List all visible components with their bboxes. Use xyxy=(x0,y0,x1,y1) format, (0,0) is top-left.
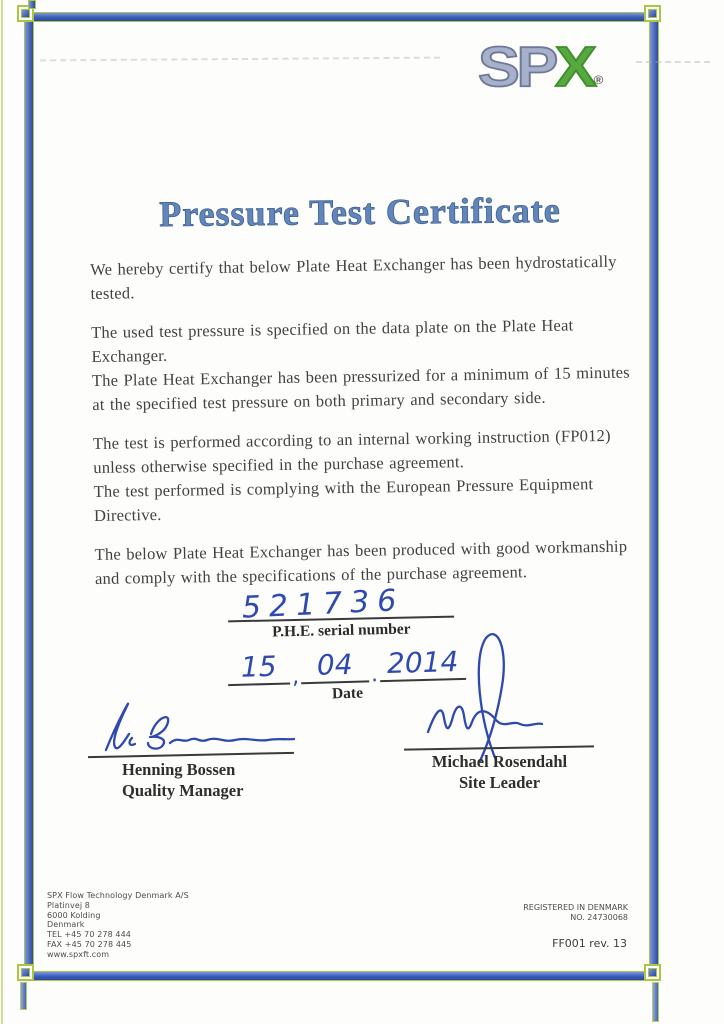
border-band-bottom xyxy=(24,971,658,981)
company-phone: TEL +45 70 278 444 xyxy=(47,930,131,940)
scan-dash-artifact xyxy=(636,61,710,63)
border-stub-artifact xyxy=(28,0,36,9)
scan-dash-artifact xyxy=(40,57,440,62)
form-reference: FF001 rev. 13 xyxy=(552,937,627,950)
company-address-block xyxy=(47,891,189,960)
paragraph xyxy=(93,423,662,528)
paragraph-line: We hereby certify that below Plate Heat Exchanger has been hydrostatically xyxy=(90,251,617,279)
paragraph-line: at the specified test pressure on both primary and secondary side. xyxy=(92,387,546,414)
paragraph-line: The test performed is complying with the European Pressure Equipment xyxy=(93,474,594,501)
date-month-handwritten-value: 04 xyxy=(300,647,369,684)
signatory-name: Henning Bossen xyxy=(122,760,236,779)
paragraph xyxy=(91,312,660,417)
signatory-name: Michael Rosendahl xyxy=(431,752,568,771)
date-separator: , xyxy=(291,664,300,690)
date-separator: . xyxy=(370,662,379,688)
company-name: SPX Flow Technology Denmark A/S xyxy=(47,891,189,900)
signatory-role: Site Leader xyxy=(458,773,541,792)
paragraph-line: tested. xyxy=(90,283,135,303)
border-corner-ornament xyxy=(644,5,661,22)
serial-number-handwritten-value: 521736 xyxy=(241,583,406,626)
page-title: Pressure Test Certificate xyxy=(159,189,561,235)
border-corner-ornament xyxy=(644,964,661,981)
registration-block xyxy=(523,903,628,923)
company-address-line: 6000 Kolding xyxy=(47,910,101,920)
paragraph-line: unless otherwise specified in the purchase agreement. xyxy=(93,452,465,477)
border-stub-artifact xyxy=(652,982,659,1022)
paragraph xyxy=(94,534,663,591)
registered-trademark-icon: ® xyxy=(593,73,604,87)
paragraph xyxy=(90,249,659,306)
paragraph-line: Exchanger. xyxy=(91,345,168,366)
paragraph-line: The below Plate Heat Exchanger has been produced with good workmanship xyxy=(94,536,628,564)
company-fax: FAX +45 70 278 445 xyxy=(47,939,132,949)
certificate-body xyxy=(90,249,663,606)
company-address-line: Platinvej 8 xyxy=(47,900,90,910)
scan-edge-artifact xyxy=(1,0,3,1024)
border-band-top xyxy=(30,12,656,22)
paragraph-line: The used test pressure is specified on the data plate on the Plate Heat xyxy=(91,315,574,342)
signature-site-leader xyxy=(402,628,600,798)
date-label: Date xyxy=(331,684,364,703)
registration-line: REGISTERED IN DENMARK xyxy=(523,903,628,912)
date-year-handwritten-value: 2014 xyxy=(379,645,466,682)
spx-logo-sp: SP xyxy=(478,35,556,99)
signature-quality-manager xyxy=(88,692,300,802)
paragraph-line: and comply with the specifications of the purchase agreement. xyxy=(94,562,528,588)
spx-logo-x: X xyxy=(555,35,594,99)
border-corner-ornament xyxy=(17,964,34,981)
registration-number: NO. 24730068 xyxy=(570,913,628,922)
serial-number-label: P.H.E. serial number xyxy=(271,620,411,641)
border-band-left xyxy=(24,18,34,976)
date-day-handwritten-value: 15 xyxy=(227,650,290,687)
signatory-role: Quality Manager xyxy=(122,781,244,800)
company-website: www.spxft.com xyxy=(47,949,110,959)
border-stub-artifact xyxy=(20,982,27,1010)
company-address-line: Denmark xyxy=(47,920,85,930)
paragraph-line: The Plate Heat Exchanger has been pressurized for a minimum of 15 minutes xyxy=(91,362,630,390)
paragraph-line: Directive. xyxy=(93,504,162,525)
spx-logo xyxy=(478,34,603,100)
paragraph-line: The test is performed according to an internal working instruction (FP012) xyxy=(92,425,611,453)
signature-ink-icon xyxy=(410,628,605,763)
